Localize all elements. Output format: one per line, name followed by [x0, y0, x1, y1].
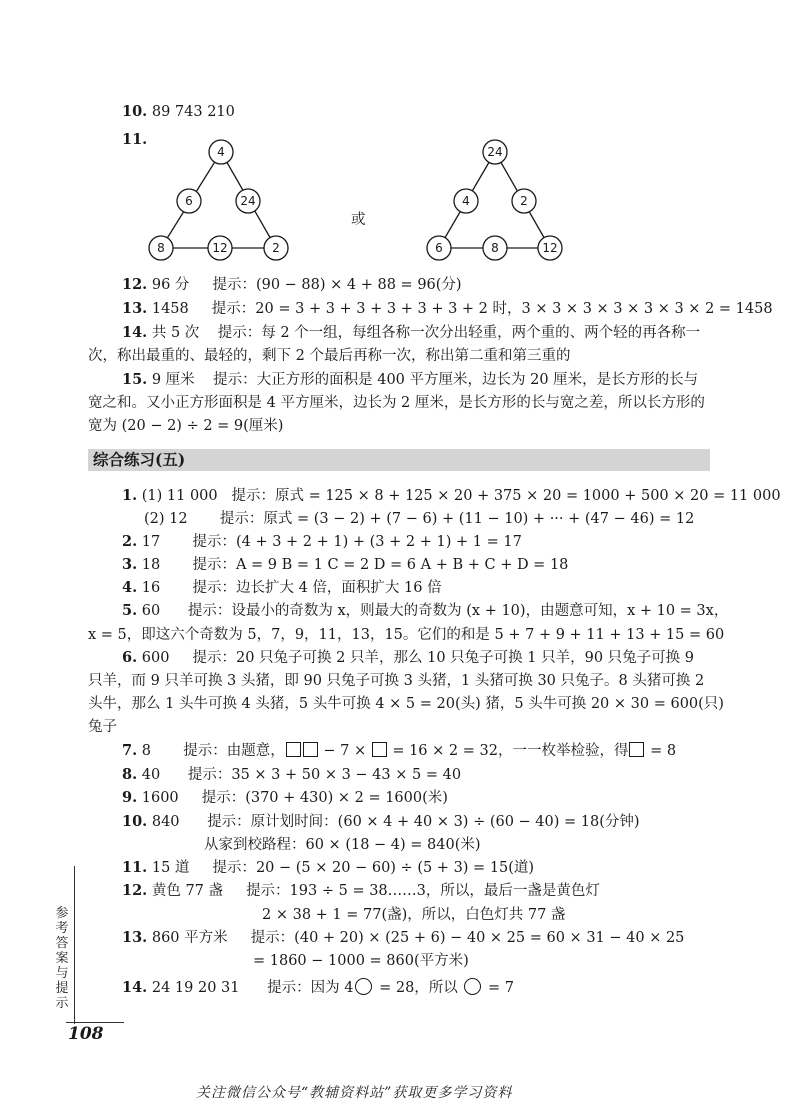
answer: 18: [141, 557, 161, 573]
answer: 共 5 次: [151, 325, 200, 341]
item-number: 4.: [122, 579, 138, 596]
item-number: 11.: [122, 859, 148, 876]
item-number: 14.: [122, 324, 148, 341]
hint: 提示：193 ÷ 5 = 38……3，所以，最后一盏是黄色灯: [246, 883, 600, 899]
blank-circle: [355, 978, 372, 995]
hint-continuation: 宽为 (20 − 2) ÷ 2 = 9(厘米): [88, 418, 284, 434]
sub-answer: (2) 12: [144, 511, 188, 527]
item-number: 7.: [122, 742, 138, 759]
node-value: 2: [520, 194, 528, 208]
hint: 提示：20 − (5 × 20 − 60) ÷ (5 + 3) = 15(道): [212, 860, 535, 876]
hint-continuation: = 1860 − 1000 = 860(平方米): [253, 953, 469, 969]
node-value: 8: [491, 241, 499, 255]
node-value: 12: [212, 241, 228, 255]
hint: 提示：原式 = 125 × 8 + 125 × 20 + 375 × 20 = 1000 + 500 × 20 = 11 000: [231, 488, 781, 504]
blank-box: [303, 742, 318, 757]
hint: − 7 ×: [323, 743, 367, 759]
node-value: 24: [240, 194, 256, 208]
or-connector: 或: [351, 212, 366, 228]
item-number: 12.: [122, 276, 148, 293]
side-section-label: 参考答案与提示: [55, 906, 69, 1011]
item-number: 10.: [122, 103, 148, 120]
answer: 24 19 20 31: [151, 980, 240, 996]
answer: 黄色 77 盏: [151, 883, 224, 899]
answer: 17: [141, 534, 161, 550]
side-divider: [74, 866, 75, 1024]
item-number: 13.: [122, 929, 148, 946]
hint-continuation: 宽之和。又小正方形面积是 4 平方厘米，边长为 2 厘米，是长方形的长与宽之差，所以长方形的: [88, 395, 705, 411]
blank-box: [629, 742, 644, 757]
hint-continuation: 2 × 38 + 1 = 77(盏)，所以，白色灯共 77 盏: [262, 907, 566, 923]
blank-box: [372, 742, 387, 757]
hint: 提示：因为 4: [267, 980, 354, 996]
node-value: 6: [185, 194, 193, 208]
item-number: 10.: [122, 813, 148, 830]
hint: 提示：由题意，: [183, 743, 285, 759]
hint: 提示：设最小的奇数为 x，则最大的奇数为 (x + 10)，由题意可知，x + 10 = 3x，: [187, 603, 729, 619]
hint: = 8: [650, 743, 677, 759]
blank-circle: [464, 978, 481, 995]
item-number: 11.: [122, 131, 148, 148]
hint: 提示：20 = 3 + 3 + 3 + 3 + 3 + 3 + 2 时，3 × 3 × 3 × 3 × 3 × 3 × 2 = 1458: [211, 301, 773, 317]
hint-continuation: 头牛，那么 1 头牛可换 4 头猪，5 头牛可换 4 × 5 = 20(头) 猪，5 头牛可换 20 × 30 = 600(只): [88, 696, 724, 712]
hint: 提示：20 只兔子可换 2 只羊，那么 10 只兔子可换 1 只羊，90 只兔子可换 9: [192, 650, 694, 666]
hint-continuation: 只羊，而 9 只羊可换 3 头猪，即 90 只兔子可换 3 头猪，1 头猪可换 30 只兔子。8 头猪可换 2: [88, 673, 705, 689]
footer-note: 关注微信公众号“教辅资料站”获取更多学习资料: [196, 1085, 513, 1101]
answer: 8: [141, 743, 151, 759]
node-value: 2: [272, 241, 280, 255]
answer: 860 平方米: [151, 930, 228, 946]
item-number: 15.: [122, 371, 148, 388]
hint: 提示：(40 + 20) × (25 + 6) − 40 × 25 = 60 × 31 − 40 × 25: [250, 930, 685, 946]
hint: 提示：大正方形的面积是 400 平方厘米，边长为 20 厘米，是长方形的长与: [213, 372, 699, 388]
hint: 提示：(90 − 88) × 4 + 88 = 96(分): [212, 277, 462, 293]
section-title: 综合练习(五): [93, 450, 186, 469]
item-number: 5.: [122, 602, 138, 619]
hint: 提示：原计划时间：(60 × 4 + 40 × 3) ÷ (60 − 40) = 18(分钟): [207, 814, 640, 830]
triangle-diagrams: [0, 0, 800, 280]
answer: 15 道: [151, 860, 190, 876]
page-number: 108: [68, 1024, 104, 1044]
hint: 提示：A = 9 B = 1 C = 2 D = 6 A + B + C + D = 18: [192, 557, 569, 573]
item-number: 6.: [122, 649, 138, 666]
hint: 提示：(370 + 430) × 2 = 1600(米): [201, 790, 448, 806]
node-value: 6: [435, 241, 443, 255]
item-number: 8.: [122, 766, 138, 783]
node-value: 4: [462, 194, 470, 208]
answer: 9 厘米: [151, 372, 195, 388]
hint: = 28，所以: [379, 980, 458, 996]
node-value: 4: [217, 145, 225, 159]
node-value: 12: [542, 241, 558, 255]
item-number: 14.: [122, 979, 148, 996]
item-number: 12.: [122, 882, 148, 899]
hint: = 16 × 2 = 32，一一枚举检验，得: [392, 743, 629, 759]
hint: = 7: [488, 980, 515, 996]
answer: 89 743 210: [151, 104, 235, 120]
node-value: 24: [487, 145, 503, 159]
page-number-rule: [66, 1022, 124, 1023]
answer: 60: [141, 603, 161, 619]
hint-continuation: x = 5，即这六个奇数为 5，7，9，11，13，15。它们的和是 5 + 7 + 9 + 11 + 13 + 15 = 60: [88, 627, 725, 643]
answer: 96 分: [151, 277, 190, 293]
item-number: 2.: [122, 533, 138, 550]
hint: 提示：每 2 个一组，每组各称一次分出轻重，两个重的、两个轻的再各称一: [217, 325, 701, 341]
item-number: 3.: [122, 556, 138, 573]
hint: 提示：原式 = (3 − 2) + (7 − 6) + (11 − 10) + ··· + (47 − 46) = 12: [219, 511, 695, 527]
blank-box: [286, 742, 301, 757]
answer: (1) 11 000: [141, 488, 218, 504]
answer: 40: [141, 767, 161, 783]
answer: 840: [151, 814, 180, 830]
hint: 提示：35 × 3 + 50 × 3 − 43 × 5 = 40: [187, 767, 462, 783]
item-number: 1.: [122, 487, 138, 504]
item-number: 9.: [122, 789, 138, 806]
answer: 16: [141, 580, 161, 596]
hint: 提示：边长扩大 4 倍，面积扩大 16 倍: [192, 580, 442, 596]
answer: 600: [141, 650, 170, 666]
hint-continuation: 次，称出最重的、最轻的，剩下 2 个最后再称一次，称出第二重和第三重的: [88, 348, 571, 364]
hint-continuation: 从家到校路程：60 × (18 − 4) = 840(米): [204, 837, 481, 853]
hint-continuation: 兔子: [88, 719, 117, 735]
answer: 1458: [151, 301, 189, 317]
answer: 1600: [141, 790, 179, 806]
node-value: 8: [157, 241, 165, 255]
hint: 提示：(4 + 3 + 2 + 1) + (3 + 2 + 1) + 1 = 17: [192, 534, 522, 550]
item-number: 13.: [122, 300, 148, 317]
